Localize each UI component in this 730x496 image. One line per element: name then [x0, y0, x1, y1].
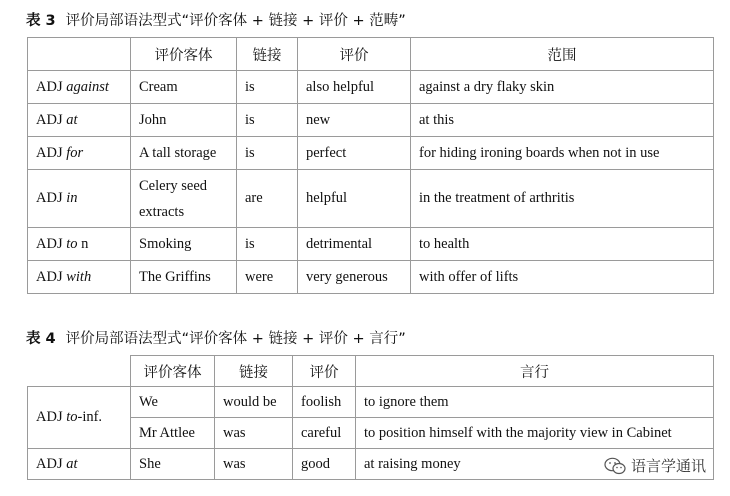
- scope-cell: for hiding ironing boards when not in use: [411, 137, 714, 170]
- pattern-label: ADJ against: [28, 71, 131, 104]
- evaluation-cell: new: [298, 104, 411, 137]
- pattern-label: ADJ at: [28, 449, 131, 480]
- object-cell: We: [131, 387, 215, 418]
- content-cell: to position himself with the majority view in Cabinet: [356, 418, 714, 449]
- object-cell: John: [131, 104, 237, 137]
- table-row: [28, 387, 714, 418]
- header-cell: [28, 38, 131, 71]
- header-cell-link: 链接: [237, 38, 298, 71]
- link-cell: would be: [215, 387, 293, 418]
- scope-cell: against a dry flaky skin: [411, 71, 714, 104]
- caption-text: 评价局部语法型式“评价客体 + 链接 + 评价 + 言行”: [65, 331, 406, 347]
- table-header-row: [28, 38, 714, 71]
- link-cell: is: [237, 71, 298, 104]
- object-cell: A tall storage: [131, 137, 237, 170]
- table-number: 表 4: [26, 331, 56, 347]
- content-cell: at raising money: [356, 449, 714, 480]
- link-cell: was: [215, 418, 293, 449]
- pattern-label: ADJ at: [28, 104, 131, 137]
- header-cell-evaluation: 评价: [293, 356, 356, 387]
- table-3: [27, 37, 714, 294]
- link-cell: is: [237, 137, 298, 170]
- scope-cell: with offer of lifts: [411, 261, 714, 294]
- wechat-icon: [604, 457, 626, 475]
- object-cell: She: [131, 449, 215, 480]
- pattern-label: ADJ to n: [28, 228, 131, 261]
- link-cell: was: [215, 449, 293, 480]
- table-number: 表 3: [26, 13, 56, 29]
- evaluation-cell: also helpful: [298, 71, 411, 104]
- link-cell: are: [237, 170, 298, 228]
- table-4-caption: [26, 327, 406, 348]
- pattern-label: ADJ for: [28, 137, 131, 170]
- evaluation-cell: foolish: [293, 387, 356, 418]
- object-cell: Cream: [131, 71, 237, 104]
- header-cell-object: 评价客体: [131, 38, 237, 71]
- header-cell: [28, 356, 131, 387]
- table-row: [28, 71, 714, 104]
- pattern-label: ADJ in: [28, 170, 131, 228]
- object-cell: Smoking: [131, 228, 237, 261]
- evaluation-cell: very generous: [298, 261, 411, 294]
- evaluation-cell: detrimental: [298, 228, 411, 261]
- table-header-row: [28, 356, 714, 387]
- link-cell: is: [237, 104, 298, 137]
- link-cell: were: [237, 261, 298, 294]
- watermark-text: 语言学通讯: [630, 457, 706, 475]
- pattern-label: ADJ to-inf.: [28, 387, 131, 449]
- link-cell: is: [237, 228, 298, 261]
- object-cell: The Griffins: [131, 261, 237, 294]
- table-row: [28, 170, 714, 228]
- evaluation-cell: helpful: [298, 170, 411, 228]
- evaluation-cell: perfect: [298, 137, 411, 170]
- header-cell-content: 言行: [356, 356, 714, 387]
- evaluation-cell: good: [293, 449, 356, 480]
- header-cell-evaluation: 评价: [298, 38, 411, 71]
- table-row: [28, 261, 714, 294]
- watermark: [602, 455, 708, 476]
- table-row: [28, 418, 714, 449]
- header-cell-object: 评价客体: [131, 356, 215, 387]
- header-cell-link: 链接: [215, 356, 293, 387]
- table-row: [28, 228, 714, 261]
- caption-text: 评价局部语法型式“评价客体 + 链接 + 评价 + 范畴”: [65, 13, 406, 29]
- object-cell: Mr Attlee: [131, 418, 215, 449]
- table-row: [28, 104, 714, 137]
- scope-cell: in the treatment of arthritis: [411, 170, 714, 228]
- header-cell-scope: 范围: [411, 38, 714, 71]
- scope-cell: at this: [411, 104, 714, 137]
- object-cell: Celery seed extracts: [131, 170, 237, 228]
- content-cell: to ignore them: [356, 387, 714, 418]
- table-row: [28, 137, 714, 170]
- pattern-label: ADJ with: [28, 261, 131, 294]
- scope-cell: to health: [411, 228, 714, 261]
- table-3-caption: [26, 9, 406, 30]
- evaluation-cell: careful: [293, 418, 356, 449]
